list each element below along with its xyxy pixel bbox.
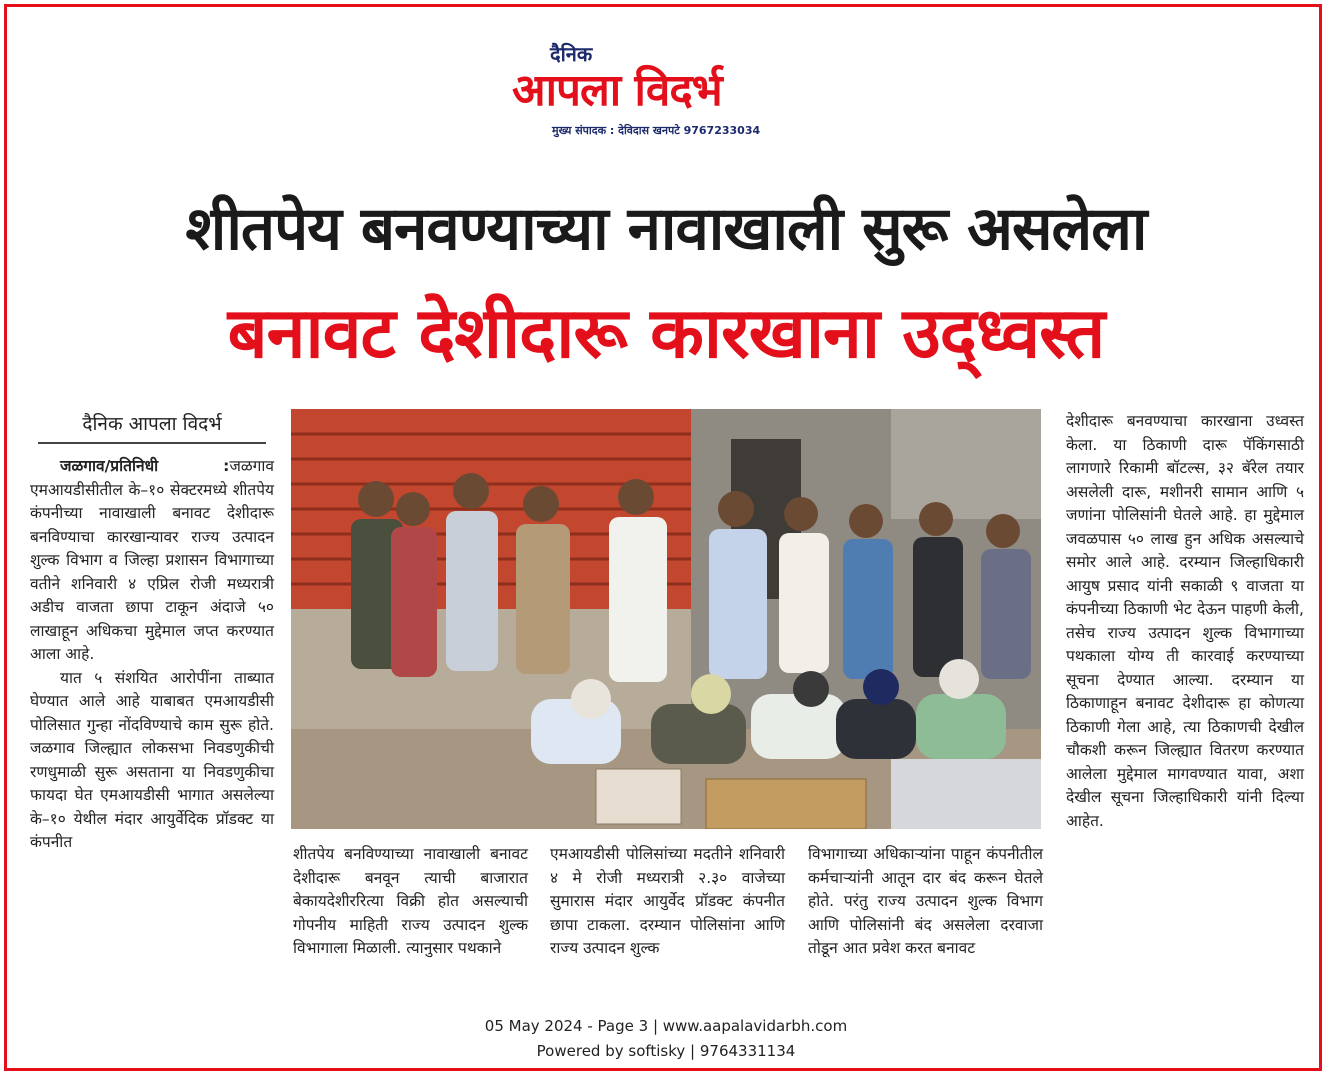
article-bottom-column-3: विभागाच्या अधिकाऱ्यांना पाहून कंपनीतील कर्मचाऱ्यांनी आतून दार बंद करून घेतले होते. परंतु राज्य उत्पादन शुल्क विभाग आणि पोलिसांनी बंद असलेला दरवाजा तोडून आत प्रवेश करत बनावट — [808, 845, 1043, 957]
dateline: जळगाव/प्रतिनिधी : — [60, 457, 230, 475]
article-paragraph: यात ५ संशयित आरोपींना ताब्यात घेण्यात आले आहे याबाबत एमआयडीसी पोलिसात गुन्हा नोंदविण्याचे काम सुरू होते. जळगाव जिल्ह्यात लोकसभा निवडणुकीची रणधुमाळी सुरू असताना या निवडणुकीचा फायदा घेत एमआयडीसी भागात असलेल्या के–१० येथील मंदार आयुर्वेदिक प्रॉडक्ट या कंपनीत — [30, 668, 274, 851]
article-bottom-column-2: एमआयडीसी पोलिसांच्या मदतीने शनिवारी ४ मे रोजी मध्यरात्री २.३० वाजेच्या सुमारास मंदार आयुर्वेद प्रॉडक्ट कंपनीत छापा टाकला. दरम्यान पोलिसांना आणि राज्य उत्पादन शुल्क — [550, 845, 785, 957]
footer-date-page: 05 May 2024 - Page 3 | www.aapalavidarbh.com — [484, 1017, 848, 1035]
article-paragraph: देशीदारू बनवण्याचा कारखाना उध्वस्त केला. या ठिकाणी दारू पॅकिंगसाठी लागणारे रिकामी बॉटल्स, ३२ बॅरेल तयार असलेली दारू, मशीनरी सामान आणि ५ जणांना पोलिसांनी घेतले आहे. हा मुद्देमाल जवळपास ५० लाख हुन अधिक असल्याचे समोर आले आहे. दरम्यान जिल्हाधिकारी आयुष प्रसाद यांनी सकाळी ९ वाजता या कंपनीच्या ठिकाणी भेट देऊन पाहणी केली, तसेच राज्य उत्पादन शुल्क विभागाच्या पथकाला योग्य ती कारवाई करण्याच्या सूचना देण्यात आल्या. दरम्यान या ठिकाणाहून बनावट देशीदारू हा कोणत्या ठिकाणी गेला आहे, त्या ठिकाणची देखील चौकशी करून जिल्ह्यात वितरण करण्यात आलेला मुद्देमाल मागवण्यात यावा, अशा देखील सूचना जिल्हाधिकारी यांनी दिल्या आहेत. — [1066, 412, 1304, 830]
news-photo-illustration — [291, 409, 1041, 829]
masthead-title: आपला विदर्भ — [512, 65, 722, 116]
footer-powered-by: Powered by softisky | 9764331134 — [536, 1042, 796, 1060]
article-left-column — [30, 455, 274, 855]
article-right-column — [1066, 410, 1304, 833]
article-bottom-column-1: शीतपेय बनविण्याच्या नावाखाली बनावट देशीदारू बनवून त्याची बाजारात बेकायदेशीररित्या विक्री होत असल्याची गोपनीय माहिती राज्य उत्पादन शुल्क विभागाला मिळाली. त्यानुसार पथकाने — [293, 845, 528, 957]
brand-tag: दैनिक आपला विदर्भ — [38, 410, 266, 444]
masthead-small-title: दैनिक — [550, 42, 593, 66]
masthead-editor: मुख्य संपादक : देविदास खनपटे 9767233034 — [552, 124, 761, 137]
news-photo — [291, 409, 1041, 829]
article-paragraph: जळगाव एमआयडीसीतील के–१० सेक्टरमध्ये शीतपेय कंपनीच्या नावाखाली बनावट देशीदारू बनविण्याचा कारखान्यावर राज्य उत्पादन शुल्क विभाग व जिल्हा प्रशासन विभागाच्या वतीने शनिवारी ४ एप्रिल रोजी मध्यरात्री अडीच वाजता छापा टाकून अंदाजे ५० लाखाहून अधिकचा मुद्देमाल जप्त करण्यात आला आहे. — [30, 457, 274, 663]
masthead — [512, 40, 832, 140]
headline-line-1: शीतपेय बनवण्याच्या नावाखाली सुरू असलेला — [185, 194, 1147, 264]
headline-line-2: बनावट देशीदारू कारखाना उद्ध्वस्त — [227, 292, 1105, 374]
